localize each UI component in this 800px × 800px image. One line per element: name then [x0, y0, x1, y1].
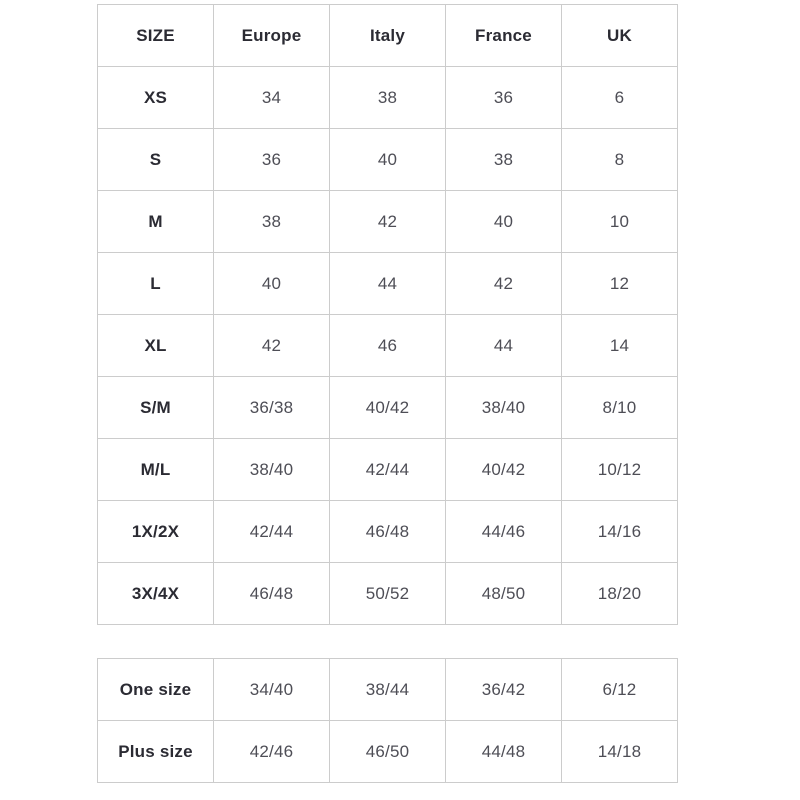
table-cell: 34/40 — [214, 659, 330, 721]
table-cell: 42 — [214, 315, 330, 377]
table-cell: 40 — [214, 253, 330, 315]
row-label: S — [98, 129, 214, 191]
table-cell: 36 — [446, 67, 562, 129]
row-label: M — [98, 191, 214, 253]
row-label: 3X/4X — [98, 563, 214, 625]
table-cell: 10 — [562, 191, 678, 253]
table-cell: 50/52 — [330, 563, 446, 625]
table-cell: 48/50 — [446, 563, 562, 625]
table-cell: 8 — [562, 129, 678, 191]
table-cell: 46 — [330, 315, 446, 377]
table-cell: 38 — [214, 191, 330, 253]
row-label: S/M — [98, 377, 214, 439]
row-label: 1X/2X — [98, 501, 214, 563]
row-label: XL — [98, 315, 214, 377]
table-header-row — [98, 5, 678, 67]
column-header-italy: Italy — [330, 5, 446, 67]
table-row-l — [98, 253, 678, 315]
table-cell: 42 — [446, 253, 562, 315]
table-cell: 18/20 — [562, 563, 678, 625]
table-row-m — [98, 191, 678, 253]
table-cell: 36/38 — [214, 377, 330, 439]
table-row-s-m — [98, 377, 678, 439]
table-row-1x-2x — [98, 501, 678, 563]
table-cell: 40 — [446, 191, 562, 253]
table-row-plus-size — [98, 721, 678, 783]
table-cell: 44/46 — [446, 501, 562, 563]
table-cell: 38 — [446, 129, 562, 191]
table-cell: 36/42 — [446, 659, 562, 721]
table-row-xs — [98, 67, 678, 129]
table-cell: 44 — [330, 253, 446, 315]
table-cell: 44/48 — [446, 721, 562, 783]
table-cell: 14 — [562, 315, 678, 377]
table-cell: 12 — [562, 253, 678, 315]
table-cell: 42/46 — [214, 721, 330, 783]
table-row-xl — [98, 315, 678, 377]
row-label: Plus size — [98, 721, 214, 783]
table-cell: 46/48 — [214, 563, 330, 625]
row-label: M/L — [98, 439, 214, 501]
row-label: L — [98, 253, 214, 315]
column-header-size: SIZE — [98, 5, 214, 67]
special-sizes-table — [97, 658, 678, 783]
table-cell: 42/44 — [214, 501, 330, 563]
row-label: XS — [98, 67, 214, 129]
table-cell: 42/44 — [330, 439, 446, 501]
table-cell: 34 — [214, 67, 330, 129]
table-cell: 40 — [330, 129, 446, 191]
table-cell: 40/42 — [446, 439, 562, 501]
table-cell: 36 — [214, 129, 330, 191]
row-label: One size — [98, 659, 214, 721]
table-row-3x-4x — [98, 563, 678, 625]
table-cell: 46/48 — [330, 501, 446, 563]
table-cell: 42 — [330, 191, 446, 253]
column-header-europe: Europe — [214, 5, 330, 67]
table-cell: 38/44 — [330, 659, 446, 721]
table-cell: 14/18 — [562, 721, 678, 783]
table-row-s — [98, 129, 678, 191]
table-cell: 38 — [330, 67, 446, 129]
table-cell: 40/42 — [330, 377, 446, 439]
table-cell: 10/12 — [562, 439, 678, 501]
table-cell: 6 — [562, 67, 678, 129]
table-cell: 44 — [446, 315, 562, 377]
table-cell: 14/16 — [562, 501, 678, 563]
table-cell: 46/50 — [330, 721, 446, 783]
table-row-one-size — [98, 659, 678, 721]
column-header-uk: UK — [562, 5, 678, 67]
table-cell: 38/40 — [214, 439, 330, 501]
column-header-france: France — [446, 5, 562, 67]
size-conversion-table — [97, 4, 678, 625]
tables-container — [97, 4, 678, 783]
table-cell: 38/40 — [446, 377, 562, 439]
table-cell: 8/10 — [562, 377, 678, 439]
table-cell: 6/12 — [562, 659, 678, 721]
table-row-m-l — [98, 439, 678, 501]
